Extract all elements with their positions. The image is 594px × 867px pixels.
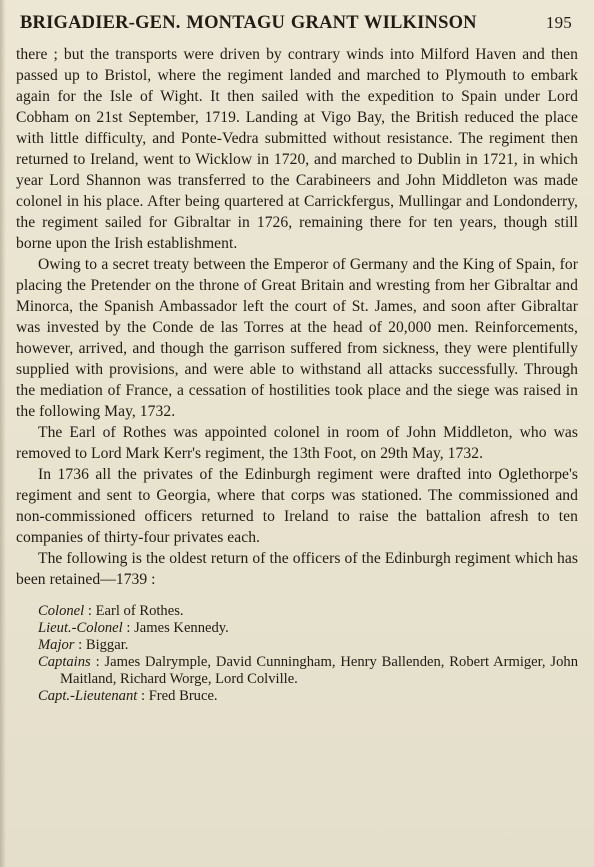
- officer-names: Biggar.: [85, 637, 129, 653]
- running-header: [16, 13, 578, 34]
- rank-separator: :: [122, 620, 135, 636]
- officer-rank: Colonel: [38, 603, 85, 619]
- rank-separator: :: [90, 654, 105, 670]
- paragraph-gibraltar-siege: Owing to a secret treaty between the Emperor of Germany and the King of Spain, for placing the Pretender on the throne of Great Britain and wresting from her Gibraltar and Minorca, the Spanish Ambassador left the court of St. James, and soon after Gibraltar was invested by the Conde de las Torres at the head of 20,000 men. Reinforcements, however, arrived, and though the garrison suffered from sickness, they were plentifully supplied with provisions, and were able to withstand all attacks successfully. Through the mediation of France, a cessation of hostilities took place and the siege was raised in the following May, 1732.: [16, 256, 578, 420]
- rank-separator: :: [137, 688, 149, 704]
- rank-separator: :: [84, 603, 96, 619]
- paragraph-continuation: there ; but the transports were driven by contrary winds into Milford Haven and then passed up to Bristol, where the regiment landed and marched to Plymouth to embark again for the Isle of Wight. It then sailed with the expedition to Spain under Lord Cobham on 21st September, 1719. Landing at Vigo Bay, the British reduced the place with little difficulty, and Ponte-Vedra submitted without resistance. The regiment then returned to Ireland, went to Wicklow in 1720, and marched to Dublin in 1721, in which year Lord Shannon was transferred to the Carabineers and John Middleton was made colonel in his place. After being quartered at Carrickfergus, Mullingar and Londonderry, the regiment sailed for Gibraltar in 1726, remaining there for ten years, though still borne upon the Irish establishment.: [16, 46, 578, 252]
- officer-entry-lieut-colonel: [38, 620, 578, 637]
- rank-separator: :: [74, 637, 86, 653]
- officer-rank: Lieut.-Colonel: [38, 620, 123, 636]
- officer-names: James Kennedy.: [134, 620, 229, 636]
- officer-names: James Dalrymple, David Cunningham, Henry Ballenden, Robert Armiger, John Maitland, Richard Worge, Lord Colville.: [60, 654, 578, 687]
- officer-rank: Captains: [38, 654, 91, 670]
- page-number: 195: [545, 13, 572, 32]
- paragraph-georgia-draft: In 1736 all the privates of the Edinburgh regiment were drafted into Oglethorpe's regiment and sent to Georgia, where that corps was stationed. The commissioned and non-commissioned officers returned to Ireland to raise the battalion afresh to ten companies of thirty-four privates each.: [16, 466, 578, 546]
- officer-rank: Major: [38, 637, 75, 653]
- officer-entry-captains: [38, 654, 578, 688]
- paragraph-earl-of-rothes: The Earl of Rothes was appointed colonel in room of John Middleton, who was removed to Lord Mark Kerr's regiment, the 13th Foot, on 29th May, 1732.: [16, 424, 578, 462]
- officer-list: [38, 603, 578, 705]
- officer-entry-colonel: [38, 603, 578, 620]
- officer-entry-major: [38, 637, 578, 654]
- officer-names: Earl of Rothes.: [95, 603, 184, 619]
- body-text: [16, 44, 578, 590]
- officer-entry-capt-lieutenant: [38, 688, 578, 705]
- officer-names: Fred Bruce.: [148, 688, 218, 704]
- running-head-title: BRIGADIER-GEN. MONTAGU GRANT WILKINSON: [20, 13, 477, 33]
- officer-rank: Capt.-Lieutenant: [38, 688, 138, 704]
- paragraph-officer-return-intro: The following is the oldest return of the officers of the Edinburgh regiment which has been retained—1739 :: [16, 550, 578, 588]
